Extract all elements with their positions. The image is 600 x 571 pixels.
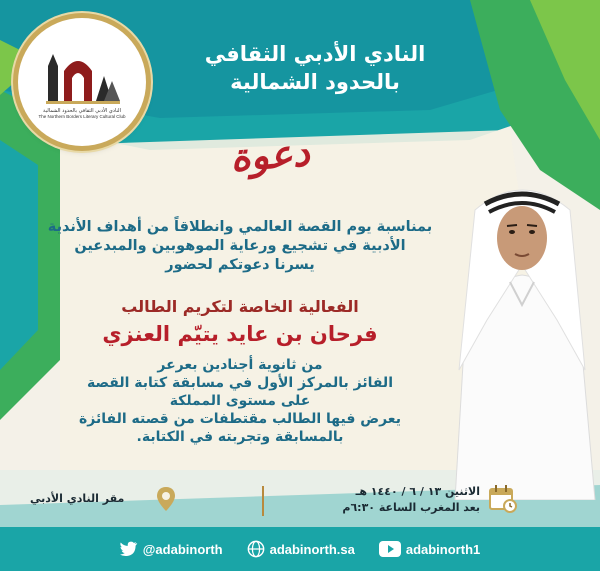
detail-line: على مستوى المملكة <box>169 393 311 409</box>
detail-line: الفائز بالمركز الأول في مسابقة كتابة القصة <box>87 375 393 391</box>
intro-line: الأدبية في تشجيع ورعاية الموهوبين والمبدعين <box>74 238 406 254</box>
youtube-channel: adabinorth1 <box>405 541 481 557</box>
twitter-link[interactable] <box>120 541 223 557</box>
invitation-heading: دعوة <box>228 129 312 180</box>
event-info-bar <box>0 474 600 524</box>
club-title-line2: بالحدود الشمالية <box>230 70 400 94</box>
student-photo <box>445 170 600 500</box>
globe-icon <box>247 540 265 558</box>
calendar-icon <box>488 484 518 514</box>
youtube-link[interactable] <box>379 541 480 557</box>
logo-english-name: The Northern Borders Literary Cultural Club <box>38 113 126 119</box>
invitation-intro <box>30 218 450 275</box>
event-date-time <box>342 484 480 516</box>
website-link[interactable] <box>247 540 355 558</box>
social-footer <box>0 527 600 571</box>
logo-emblem-icon <box>42 46 122 106</box>
logo-arabic-name: النادي الأدبي الثقافي بالحدود الشمالية <box>43 107 121 114</box>
detail-line: من ثانوية أجنادين بعرعر <box>157 357 323 373</box>
honoree-name: فرحان بن عايد يتيّم العنزي <box>102 322 378 346</box>
invitation-details <box>30 356 450 446</box>
club-logo <box>18 18 146 146</box>
event-title: الفعالية الخاصة لتكريم الطالب <box>121 297 359 316</box>
club-title <box>180 40 450 96</box>
info-divider <box>262 486 264 516</box>
event-date: الاثنين ١٣ / ٦ / ١٤٤٠ هـ <box>355 485 480 498</box>
intro-line: بمناسبة يوم القصة العالمي وانطلاقاً من أهداف الأندية <box>47 219 433 235</box>
event-venue: مقر النادي الأدبي <box>30 492 125 505</box>
location-pin-icon <box>156 486 176 512</box>
youtube-icon <box>379 541 401 557</box>
twitter-icon <box>120 541 138 557</box>
website-url: adabinorth.sa <box>269 541 355 557</box>
detail-line: بالمسابقة وتجربته في الكتابة. <box>136 429 344 445</box>
event-time: بعد المغرب الساعة ٦:٣٠م <box>342 501 480 514</box>
twitter-handle: @adabinorth <box>142 541 223 557</box>
detail-line: يعرض فيها الطالب مقتطفات من قصته الفائزة <box>79 411 401 427</box>
intro-line: يسرنا دعوتكم لحضور <box>165 257 315 273</box>
club-title-line1: النادي الأدبي الثقافي <box>204 42 426 66</box>
